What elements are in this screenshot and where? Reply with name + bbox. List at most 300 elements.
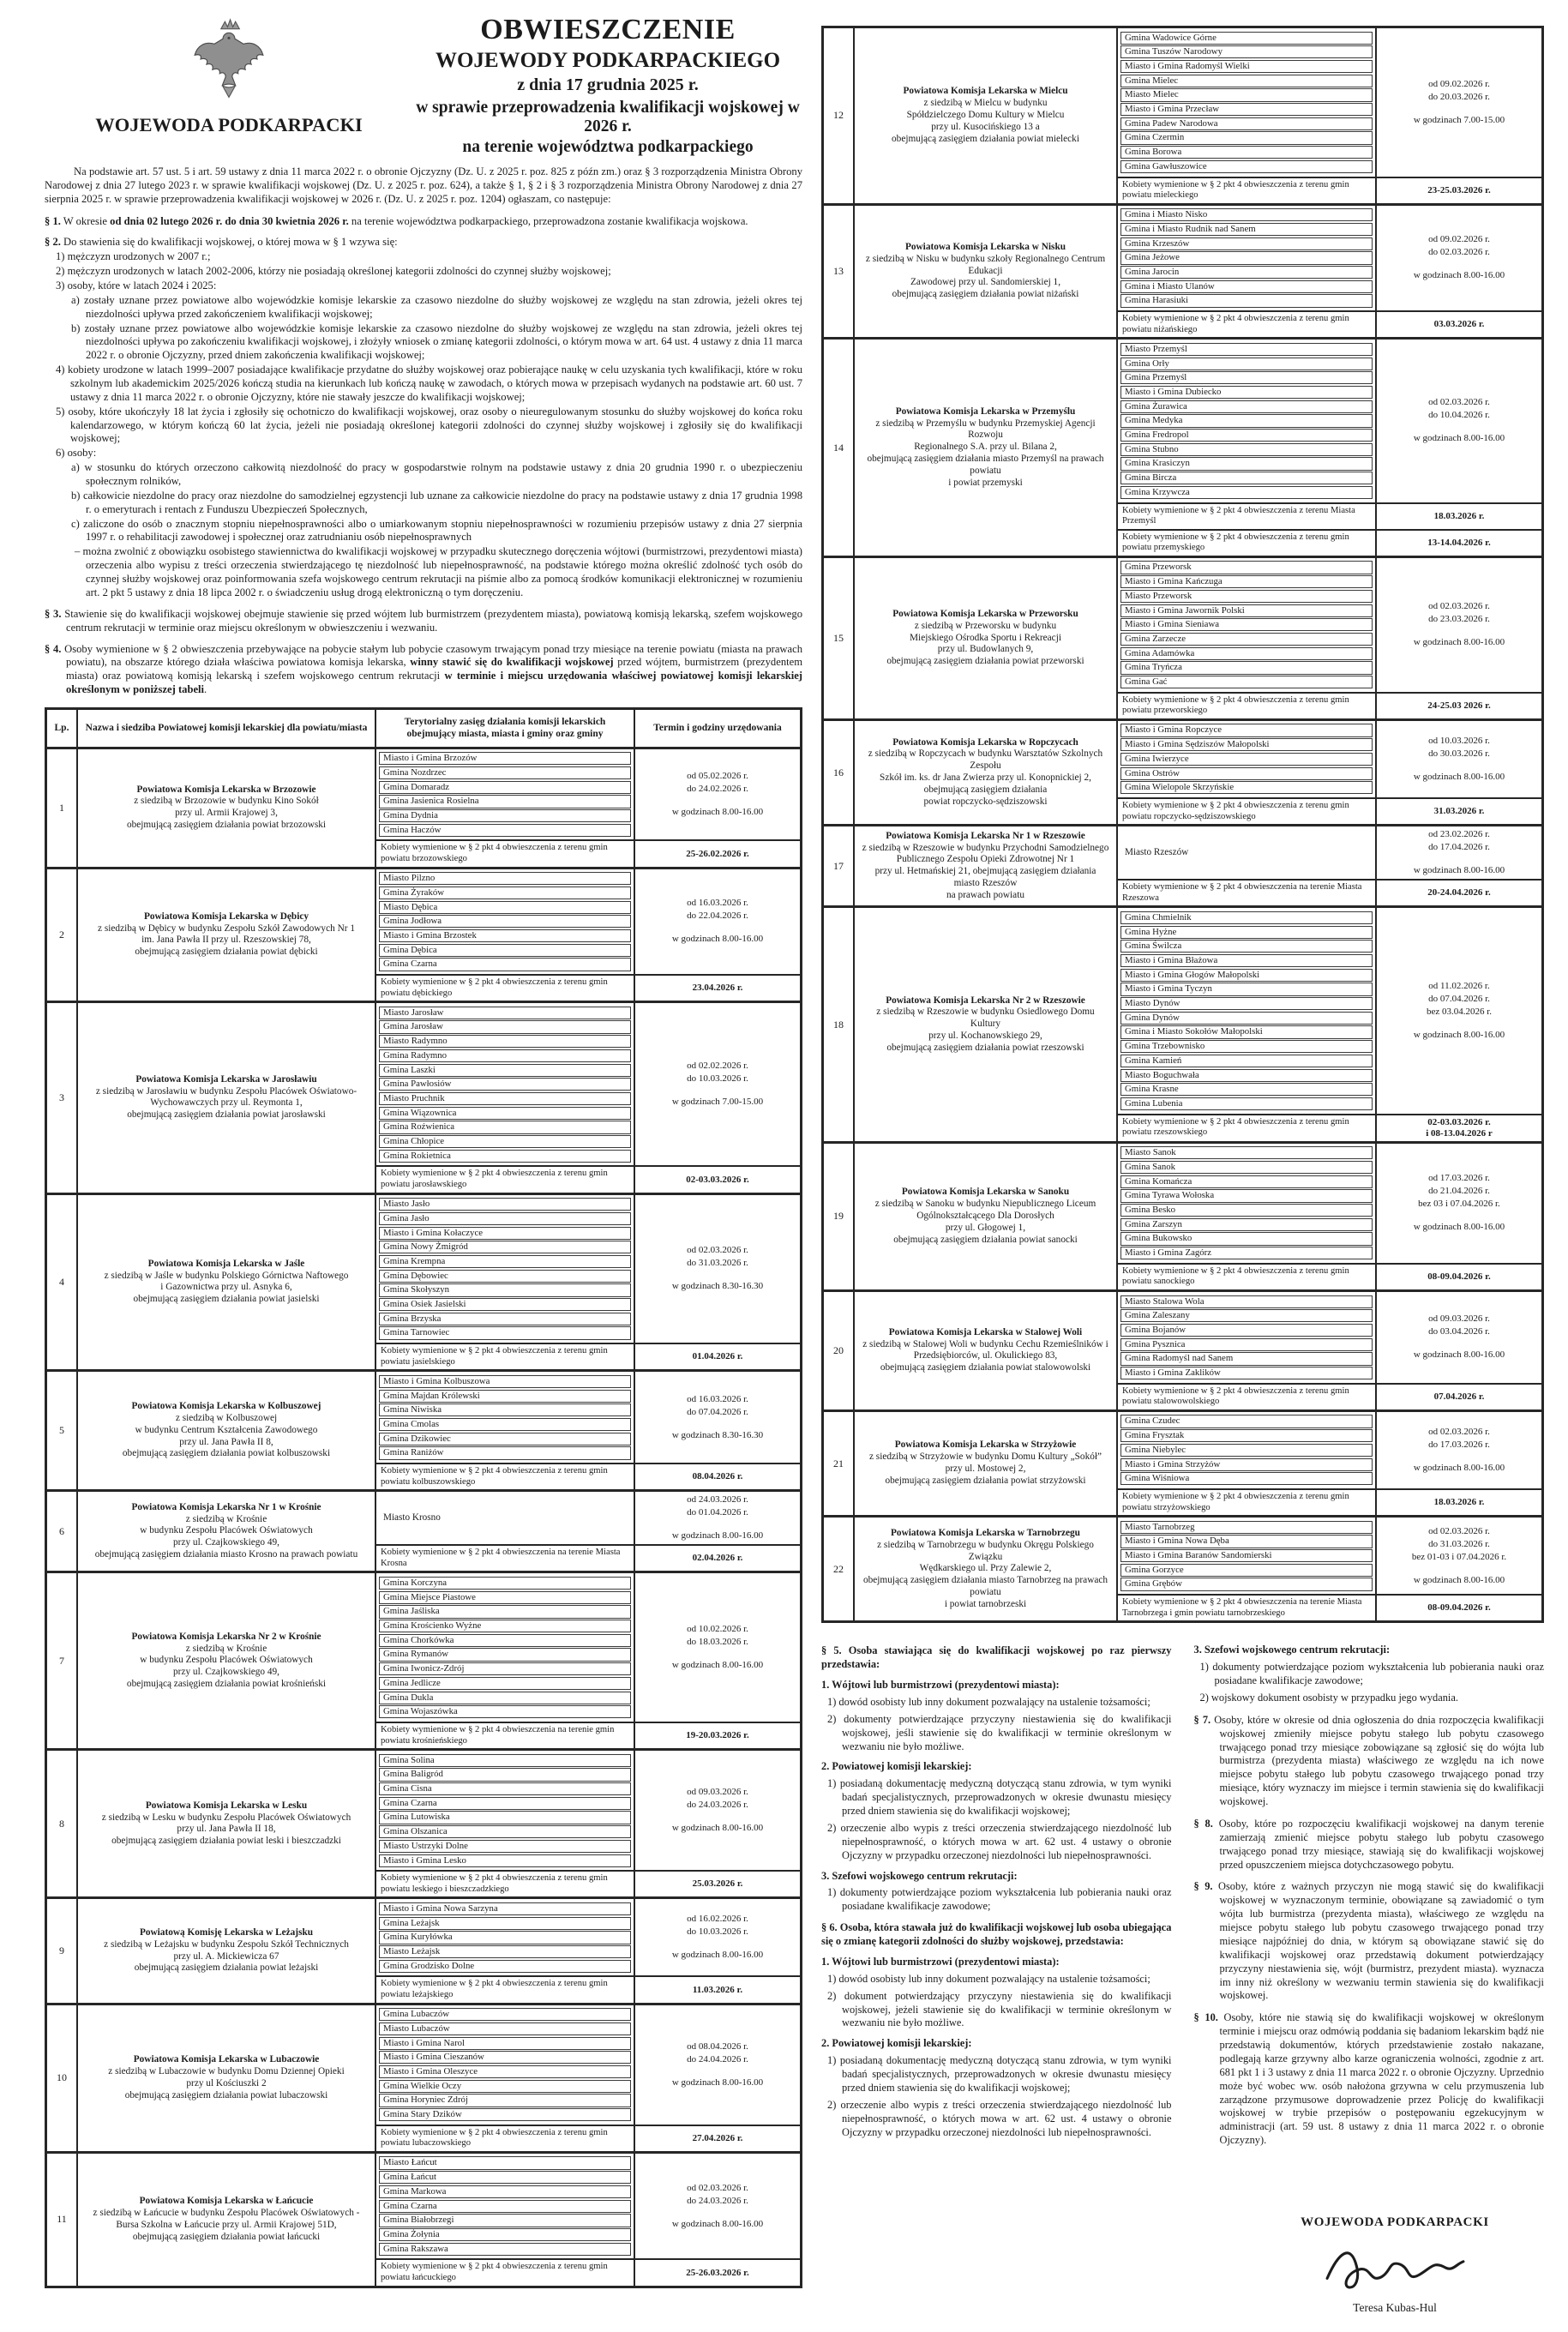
commission-address-line: Zawodowej przy ul. Sandomierskiej 1, [910,277,1061,288]
territory-item: Gmina Krościenko Wyżne [379,1620,631,1632]
commission-number: 13 [824,206,855,338]
territory-item: Gmina Dydnia [379,809,631,822]
commission-row [47,1896,800,2002]
women-territory-label: Kobiety wymienione w § 2 pkt 4 obwieszczenia na terenie Miasta Rzeszowa [1118,881,1377,905]
territory-item: Miasto i Gmina Cieszanów [379,2051,631,2064]
section-5-1-item-2: 2) dokumenty potwierdzające przyczyny niestawienia się do kwalifikacji wojskowej, jeśli stawienie się do kwalifikacji w terminie określonym w wezwaniu nie było możliwe. [827,1712,1172,1752]
territory-item: Gmina Dębowiec [379,1270,631,1283]
women-date-line: 11.03.2026 r. [692,1984,743,1995]
women-territory-label: Kobiety wymienione w § 2 pkt 4 obwieszczenia z terenu gmin powiatu leżajskiego [376,1977,635,2002]
commission-territory-and-schedule [1118,721,1541,824]
territory-item: Gmina Rakszawa [379,2243,631,2256]
schedule-line: do 21.04.2026 r. [1428,1186,1490,1197]
closing-provisions-column-2-text [1194,1644,1545,2148]
commission-title: Powiatową Komisję Lekarska w Leżajsku [139,1927,314,1938]
women-row [1118,797,1541,824]
territory-item: Gmina Stubno [1120,443,1373,456]
territory-item: Gmina Brzyska [379,1313,631,1325]
schedule-line: do 24.03.2026 r. [687,2195,748,2206]
women-date-line: 23-25.03.2026 r. [1427,184,1491,195]
territory-item: Gmina Olszanica [379,1825,631,1838]
commission-address-line: z siedzibą w Lesku w budynku Zespołu Placówek Oświatowych [101,1812,351,1823]
commission-number: 5 [47,1372,78,1489]
territory-item: Gmina Zaleszany [1120,1309,1373,1322]
commission-title: Powiatowa Komisja Lekarska w Sanoku [901,1187,1070,1198]
commission-territory-and-schedule [1118,1518,1541,1620]
territory-item: Gmina Komańcza [1120,1175,1373,1188]
issuing-office-name: WOJEWODA PODKARPACKI [95,114,363,135]
schedule-line: w godzinach 8.00-16.00 [1413,771,1505,782]
section-9: § 9. Osoby, które z ważnych przyczyn nie mogą stawić się do kwalifikacji wojskowej w wyznaczonym terminie, obowiązane są zawiadomić o tym wójta lub burmistrza (prezydenta miasta), właściwego ze względu na miejsce pobytu stałego lub pobytu czasowego trwającego ponad trzy miesiące najpóźniej do dnia, w którym są obowiązane stawić się do kwalifikacji wojskowej oraz przedstawią dokument potwierdzający przyczyny niestawienia się, wójt (burmistrz, prezydent miasta). wyznacza im inny niż określony w wezwaniu termin stawienia się do kwalifikacji wojskowej. [1193,1880,1544,2002]
schedule-line [637,1519,798,1530]
territory-item: Gmina Dynów [1120,1012,1373,1025]
commission-row [47,1489,800,1571]
commission-number: 15 [824,558,855,718]
territory-item: Gmina Dzikowiec [379,1433,631,1445]
women-date [1377,1490,1541,1515]
commission-number: 11 [47,2154,78,2286]
territory-item: Miasto i Gmina Zagórz [1120,1247,1373,1259]
schedule-line: do 20.03.2026 r. [1428,91,1490,102]
office-hours [635,2154,800,2258]
women-date [635,2260,800,2285]
schedule-line: w godzinach 8.00-16.00 [671,1530,764,1542]
commission-name [855,340,1118,556]
commission-title: Powiatowa Komisja Lekarska w Ropczycach [892,736,1078,748]
territory-item: Miasto Rzeszów [1125,847,1189,858]
women-territory-label: Kobiety wymienione w § 2 pkt 4 obwieszczenia z terenu gmin powiatu rzeszowskiego [1118,1115,1377,1141]
commission-address-line: im. Jana Pawła II przy ul. Rzeszowskiej 78, [141,935,311,946]
office-hours [1377,1144,1541,1263]
territory-item: Gmina Laszki [379,1064,631,1077]
commission-address-line: przy ul. Kusocińskiego 13 a [931,121,1040,132]
women-date-line: 02-03.03.2026 r. [686,1174,749,1185]
handwritten-signature-icon [1295,2238,1496,2294]
women-date [635,1464,800,1489]
schedule-line: do 03.04.2026 r. [1428,1326,1490,1337]
territory-item: Gmina Chłopice [379,1135,631,1148]
commission-name [855,1292,1118,1409]
office-hours [1377,908,1541,1113]
schedule-line: w godzinach 8.00-16.00 [1413,1349,1505,1361]
commission-row [824,556,1541,718]
territory-item: Gmina Wadowice Górne [1120,32,1373,45]
commission-address-line: przy ul. Czajkowskiego 49, [173,1537,279,1548]
commission-row [47,747,800,867]
office-hours [635,1003,800,1165]
section-2-item-6b: b) całkowicie niezdolne do pracy oraz niezdolne do samodzielnej egzystencji lub uznane za całkowicie niezdolne do pracy na podstawie ustawy z dnia 17 grudnia 1998 r. o emeryturach i rentach z Funduszu Ubezpieczeń Społecznych, [71,489,802,515]
schedule-line: od 09.03.2026 r. [1428,1313,1490,1325]
commission-number: 19 [824,1144,855,1289]
section-10: § 10. Osoby, które nie stawią się do kwalifikacji wojskowej w określonym terminie i miejscu oraz odmówią poddania się badaniom lekarskim bądź nie przedstawią dokumentów, których przedstawienie zostało nakazane, podlegają karze grzywny albo karze ograniczenia wolności, zgodnie z art. 681 pkt 1 i 3 ustawy z dnia 11 marca 2022 r. o obronie Ojczyzny. Uprzednio może być wobec ww. osób nałożona grzywna w celu przymuszenia lub zarządzone przymusowe doprowadzenie przez Policję do kwalifikacji wojskowej w trybie przepisów o postępowaniu egzekucyjnym w administracji (art. 59 ust. 8 ustawy z dnia 11 marca 2022 r. o obronie Ojczyzny). [1193,2011,1544,2147]
territory-item: Gmina Cmolas [379,1418,631,1431]
schedule-line: od 17.03.2026 r. [1428,1173,1490,1184]
schedule-line: w godzinach 8.00-16.00 [671,2218,764,2229]
commission-address-line: z siedzibą w Strzyżowie w budynku Domu Kultury „Sokół” [868,1451,1102,1463]
commission-address-line: w budynku Zespołu Placówek Oświatowych [140,1655,313,1666]
territory-item: Miasto Radymno [379,1035,631,1048]
schedule-line [637,1812,798,1822]
territory-item: Gmina Besko [1120,1204,1373,1217]
territory-item: Gmina Borowa [1120,146,1373,159]
schedule-line: do 10.04.2026 r. [1428,410,1490,421]
commission-title: Powiatowa Komisja Lekarska w Przeworsku [892,608,1078,619]
commission-row [47,1748,800,1896]
women-date [635,1344,800,1369]
commission-address-line: obejmującą zasięgiem działania powiat lubaczowski [124,2089,328,2101]
territory-item: Miasto i Gmina Oleszyce [379,2065,631,2078]
schedule-line: w godzinach 8.00-16.00 [1413,865,1505,876]
commission-territory-and-schedule [1118,558,1541,718]
section-7: § 7. Osoby, które w okresie od dnia ogłoszenia do dnia rozpoczęcia kwalifikacji wojskowej zmieniły miejsce pobytu stałego lub pobytu czasowego trwającego ponad trzy miesiące zobowiązane są zgłosić się do wójta lub burmistrza (prezydenta miasta) właściwego ze względu na ich nowe miejsce pobytu stałego lub pobytu czasowego trwającego ponad trzy miesiące, który wyznaczy im miejsce i termin stawienia się do kwalifikacji wojskowej. [1193,1713,1544,1808]
territory-list [1118,558,1377,692]
schedule-line: w godzinach 8.30-16.30 [671,1429,764,1440]
women-row [376,974,800,1001]
commission-row [824,1141,1541,1289]
commission-address-line: z siedzibą w Jarosławiu w budynku Zespołu Placówek Oświatowo- [95,1085,357,1097]
commission-row [47,2003,800,2151]
women-date [635,841,800,866]
territory-item: Gmina Bukowsko [1120,1232,1373,1245]
territory-item: Gmina Korczyna [379,1577,631,1590]
women-territory-label: Kobiety wymienione w § 2 pkt 4 obwieszczenia na terenie gmin powiatu krośnieńskiego [376,1723,635,1748]
table-header-territory: Terytorialny zasięg działania komisji lekarskich obejmujący miasta, miasta i gminy oraz gminy [376,710,635,747]
schedule-line: od 02.03.2026 r. [1428,601,1490,612]
commission-title: Powiatowa Komisja Lekarska w Nisku [904,242,1066,253]
women-territory-label: Kobiety wymienione w § 2 pkt 4 obwieszczenia z terenu gmin powiatu sanockiego [1118,1265,1377,1289]
commission-address-line: przy ul. Głogowej 1, [945,1222,1026,1233]
commission-name [78,1003,376,1192]
women-territory-label: Kobiety wymienione w § 2 pkt 4 obwieszczenia z terenu gmin powiatu łańcuckiego [376,2260,635,2285]
territory-item: Gmina Gawłuszowice [1120,160,1373,173]
schedule-line: od 02.03.2026 r. [687,2182,748,2193]
commission-number: 6 [47,1492,78,1571]
schedule-line: bez 03 i 07.04.2026 r. [1418,1199,1500,1210]
commission-row [47,1571,800,1748]
women-date [1377,1265,1541,1289]
territory-item: Gmina Krzeszów [1120,237,1373,250]
women-row [376,1165,800,1192]
commission-address-line: z siedzibą w Krośnie [185,1643,267,1654]
women-territory-label: Kobiety wymienione w § 2 pkt 4 obwieszczenia z terenu gmin powiatu jarosławskiego [376,1167,635,1192]
commission-address-line: z siedzibą w Stalowej Woli w budynku Cechu Rzemieślników i [862,1338,1108,1349]
territory-item: Miasto i Gmina Przecław [1120,103,1373,116]
commission-title: Powiatowa Komisja Lekarska w Stalowej Woli [888,1326,1083,1337]
schedule-line: od 16.03.2026 r. [687,898,748,909]
women-territory-label: Kobiety wymienione w § 2 pkt 4 obwieszczenia z terenu gmin powiatu brzozowskiego [376,841,635,866]
schedule-line: od 09.02.2026 r. [1428,78,1490,89]
commission-number: 14 [824,340,855,556]
territory-item: Gmina Wielopole Skrzyńskie [1120,781,1373,794]
schedule-line [637,1270,798,1280]
commission-name [855,1518,1118,1620]
territory-item: Miasto i Gmina Narol [379,2037,631,2050]
territory-item: Gmina Świlcza [1120,940,1373,953]
territory-item: Gmina Rokietnica [379,1150,631,1163]
commission-address-line: obejmującą zasięgiem działania miasto Tarnobrzeg na prawach powiatu [862,1575,1108,1597]
territory-item: Miasto i Gmina Brzozów [379,752,631,765]
territory-item: Gmina Grębów [1120,1578,1373,1590]
section-5-sub-3: 3. Szefowi wojskowego centrum rekrutacji: [821,1869,1018,1882]
closing-provisions [821,1637,1544,2315]
office-hours [1377,28,1541,177]
territory-item: Miasto Tarnobrzeg [1120,1521,1373,1534]
territory-item: Miasto i Gmina Kolbuszowa [379,1375,631,1388]
commission-address-line: obejmującą zasięgiem działania powiat niżański [892,289,1079,300]
commission-address-line: z siedzibą w Łańcucie w budynku Zespołu Placówek Oświatowych - [93,2208,360,2218]
schedule-line [637,796,798,806]
section-5-2-item-2: 2) orzeczenie albo wypis z treści orzeczenia stwierdzającego niezdolność lub niepełnosprawność, o których mowa w art. 62 ust. 4 ustawy o obronie Ojczyzny w przypadku orzeczonej niezdolności lub niepełnosprawności. [827,1821,1172,1861]
schedule-line: od 08.04.2026 r. [687,2040,748,2052]
section-6-heading: § 6. Osoba, która stawała już do kwalifikacji wojskowej lub osoba ubiegająca się o zmianę kategorii zdolności do służby wojskowej, przedstawia: [821,1921,1172,1948]
office-hours [635,749,800,840]
commission-territory-and-schedule [376,1492,800,1571]
commission-address-line: Publicznego Zespołu Opieki Zdrowotnej Nr 1 [896,854,1075,865]
commission-address-line: i Gazownictwa przy ul. Asnyka 6, [160,1282,292,1293]
commission-address-line: obejmującą zasięgiem działania powiat łańcucki [132,2231,321,2242]
commission-row [824,1515,1541,1620]
territory-item: Miasto Sanok [1120,1146,1373,1159]
section-2-item-2: 2) mężczyzn urodzonych w latach 2002-2006, którzy nie posiadają określonej kategorii zdolności do czynnej służby wojskowej; [56,265,611,278]
schedule-line: w godzinach 7.00-15.00 [671,1097,764,1108]
schedule-line: w godzinach 8.00-16.00 [671,807,764,818]
schedule-line [637,1938,798,1949]
commission-address-line: w budynku Centrum Kształcenia Zawodowego [135,1424,318,1435]
commission-territory-and-schedule [376,1003,800,1192]
commission-row [824,337,1541,556]
women-territory-label: Kobiety wymienione w § 2 pkt 4 obwieszczenia z terenu gmin powiatu lubaczowskiego [376,2126,635,2151]
women-territory-label: Kobiety wymienione w § 2 pkt 4 obwieszczenia z terenu gmin powiatu przemyskiego [1118,531,1377,556]
commission-address-line: Wędkarskiego ul. Przy Zalewie 2, [919,1563,1052,1574]
women-date-line: 01.04.2026 r. [692,1351,743,1362]
commission-title: Powiatowa Komisja Lekarska w Przemyślu [895,406,1076,417]
section-6-sub-2: 2. Powiatowej komisji lekarskiej: [821,2037,972,2050]
women-date-line: 31.03.2026 r. [1433,806,1485,817]
territory-list [376,1751,635,1870]
territory-item: Miasto i Gmina Głogów Małopolski [1120,969,1373,982]
commission-title: Powiatowa Komisja Lekarska w Łańcucie [139,2196,314,2207]
territory-item: Miasto Lubaczów [379,2022,631,2035]
document-subject-line-2: na terenie województwa podkarpackiego [462,138,754,156]
commission-address-line: z siedzibą w Lubaczowie w budynku Domu Dziennej Opieki [108,2066,345,2077]
closing-provisions-column-2 [1194,1637,1545,2315]
women-date [1377,178,1541,203]
territory-list [1118,28,1377,177]
commissions-table-left [45,707,802,2288]
territory-item: Gmina Jarosław [379,1020,631,1033]
schedule-line: do 31.03.2026 r. [687,1258,748,1269]
territory-item: Gmina Mielec [1120,75,1373,87]
section-2-exemption-note: – można zwolnić z obowiązku osobistego stawiennictwa do kwalifikacji wojskowej w przypadku skutecznego doręczenia wójtowi (burmistrzowi, prezydentowi miasta) orzeczenia albo wypisu z treści orzeczenia stwierdzającego tę niezdolność lub niepełnosprawność, na podstawie którego można określić zdolność tych osób do czynnej służby wojskowej oraz poinformowania szefa wojskowego centrum rekrutacji na piśmie albo za pomocą środków komunikacji elektronicznej w rozumieniu art. 2 pkt 5 ustawy z dnia 18 lipca 2002 r. o świadczeniu usług drogą elektroniczną o tym doręczeniu. [75,545,802,598]
commission-address-line: w budynku Zespołu Placówek Oświatowych [140,1525,313,1536]
commission-address-line: obejmującą zasięgiem działania powiat rzeszowski [886,1042,1084,1053]
women-date [635,2126,800,2151]
commission-address-line: z siedzibą w Krośnie [185,1513,267,1524]
commission-number: 18 [824,908,855,1140]
women-date [1377,799,1541,824]
women-date [1377,1115,1541,1141]
territory-item: Miasto Dębica [379,901,631,914]
territory-item: Gmina Haczów [379,824,631,837]
commission-number: 22 [824,1518,855,1620]
office-hours [1377,558,1541,692]
women-row [376,1544,800,1571]
commission-name [78,749,376,867]
commission-address-line: z siedzibą w Rzeszowie w budynku Przychodni Samodzielnego [862,842,1109,853]
territory-item: Gmina Krasiczyn [1120,457,1373,470]
commission-name [855,1144,1118,1289]
women-territory-label: Kobiety wymienione w § 2 pkt 4 obwieszczenia z terenu Miasta Przemyśl [1118,504,1377,529]
schedule-line: od 24.03.2026 r. [687,1494,748,1506]
commission-address-line: przy ul. Budowlanych 9, [937,644,1034,655]
office-hours [635,1492,800,1544]
women-date [1377,504,1541,529]
territory-list [1118,721,1377,797]
territory-item: Gmina i Miasto Ulanów [1120,280,1373,293]
legal-basis-paragraph: Na podstawie art. 57 ust. 5 i art. 59 ustawy z dnia 11 marca 2022 r. o obronie Ojczyzny (Dz. U. z 2025 r. poz. 825 z późn zm.) oraz § 3 rozporządzenia Ministra Obrony Narodowej z dnia 27 lutego 2023 r. w sprawie kwalifikacji wojskowej (Dz. U. z 2025 r. poz. 624), a także § 1, § 2 i § 3 rozporządzenia Ministra Obrony Narodowej z dnia 27 sierpnia 2025 r. w sprawie przeprowadzenia kwalifikacji wojskowej w 2026 r. (Dz. U. z 2025 r. poz. 1204) ogłaszam, co następuje: [45,165,802,205]
section-5-heading: § 5. Osoba stawiająca się do kwalifikacji wojskowej po raz pierwszy przedstawia: [821,1644,1172,1671]
document-date: z dnia 17 grudnia 2025 r. [517,75,699,94]
schedule-line: w godzinach 8.00-16.00 [671,934,764,945]
commission-territory-and-schedule [376,1573,800,1748]
women-date-line: 25.03.2026 r. [692,1878,743,1890]
schedule-line: w godzinach 8.00-16.00 [1413,1222,1505,1233]
territory-item: Miasto i Gmina Brzostek [379,929,631,942]
territory-item: Gmina Chmielnik [1120,911,1373,924]
commission-address-line: z siedzibą w Leżajsku w budynku Zespołu Szkół Technicznych [104,1938,349,1950]
commission-address-line: Przedsiębiorców, ul. Okulickiego 83, [913,1350,1058,1361]
territory-list [376,749,635,840]
territory-item: Gmina Tuszów Narodowy [1120,45,1373,58]
commission-number: 17 [824,826,855,905]
territory-item: Gmina Dukla [379,1692,631,1704]
schedule-line [1379,1451,1540,1462]
territory-item: Gmina Białobrzegi [379,2214,631,2227]
document-header [45,12,802,157]
section-2-item-6c: c) zaliczone do osób o znacznym stopniu niepełnosprawności albo o umiarkowanym stopniu niepełnosprawności w rozumieniu przepisów ustawy z dnia 27 sierpnia 1997 r. o rehabilitacji zawodowej i społecznej oraz zatrudnianiu osób niepełnosprawnych [71,517,802,544]
commission-address-line: z siedzibą w Rzeszowie w budynku Osiedlowego Domu Kultury [876,1007,1095,1030]
commission-address-line: z siedzibą w Przeworsku w budynku [914,620,1057,631]
commission-row [824,203,1541,338]
commission-territory-and-schedule [376,1899,800,2002]
territory-list [376,2005,635,2125]
commissions-table-right [821,26,1544,1623]
section-2-item-3a: a) zostały uznane przez powiatowe albo wojewódzkie komisje lekarskie za czasowo niezdolne do służby wojskowej ze względu na stan zdrowia, jeżeli okres tej niezdolności upływa przed zakończeniem kwalifikacji wojskowej; [71,293,802,320]
territory-item: Gmina Jodłowa [379,915,631,928]
section-5-2-item-1: 1) posiadaną dokumentację medyczną dotyczącą stanu zdrowia, w tym wyniki badań specjalistycznych, przeprowadzonych w okresie dwunastu miesięcy przed dniem stawienia się do kwalifikacji wojskowej; [827,1777,1172,1818]
section-5-sub-1: 1. Wójtowi lub burmistrzowi (prezydentowi miasta): [821,1679,1060,1692]
office-hours [635,2005,800,2125]
schedule-line [1379,1338,1540,1349]
territory-item: Gmina i Miasto Rudnik nad Sanem [1120,223,1373,236]
commission-title: Powiatowa Komisja Lekarska Nr 1 w Krośnie [131,1501,321,1512]
territory-item: Miasto i Gmina Błażowa [1120,954,1373,967]
schedule-line [1379,1564,1540,1574]
commission-territory-and-schedule [376,2005,800,2151]
section-6-1-item-1: 1) dowód osobisty lub inny dokument pozwalający na ustalenie tożsamości; [827,1972,1150,1985]
territory-list [1118,908,1377,1113]
territory-item: Gmina Tryńcza [1120,661,1373,674]
schedule-line: od 02.02.2026 r. [687,1061,748,1072]
commission-address-line: obejmującą zasięgiem działania [923,784,1048,795]
territory-item: Miasto Pruchnik [379,1092,631,1105]
commission-title: Powiatowa Komisja Lekarska w Mielcu [903,86,1068,97]
commission-row [824,28,1541,203]
schedule-line: do 24.03.2026 r. [687,1800,748,1811]
territory-item: Gmina i Miasto Sokołów Małopolski [1120,1025,1373,1038]
left-page-column [45,12,802,2315]
commission-title: Powiatowa Komisja Lekarska w Dębicy [143,911,309,922]
document-subtitle: WOJEWODY PODKARPACKIEGO [435,49,781,72]
document-title: OBWIESZCZENIE [480,14,736,45]
territory-item: Gmina Niwiska [379,1403,631,1416]
commission-title: Powiatowa Komisja Lekarska w Kolbuszowej [131,1401,321,1412]
territory-item: Gmina Kuryłówka [379,1931,631,1944]
commission-name [855,558,1118,718]
commission-title: Powiatowa Komisja Lekarska w Tarnobrzegu [891,1527,1080,1538]
commission-title: Powiatowa Komisja Lekarska Nr 2 w Krośnie [131,1631,321,1642]
territory-item: Gmina Horyniec Zdrój [379,2094,631,2107]
commission-address-line: Spółdzielczego Domu Kultury w Mielcu [906,109,1065,120]
schedule-line: w godzinach 8.00-16.00 [1413,1030,1505,1041]
section-2-item-3b: b) zostały uznane przez powiatowe albo wojewódzkie komisje lekarskie za czasowo niezdolne do służby wojskowej ze względu na stan zdrowia, jeżeli okres tej niezdolności upływa po zakończeniu kwalifikacji wojskowej, i złożyły wniosek o zmianę kategorii zdolności, o którym mowa w art. 64 ust. 4 ustawy z dnia 11 marca 2022 r. o obronie Ojczyzny, przed dniem zakończenia kwalifikacji wojskowej; [71,322,802,362]
territory-item: Gmina Miejsce Piastowe [379,1591,631,1604]
territory-item: Gmina Wiązownica [379,1107,631,1120]
territory-item: Miasto Jarosław [379,1007,631,1019]
territory-item: Miasto i Gmina Tyczyn [1120,983,1373,995]
schedule-line: do 17.04.2026 r. [1428,842,1490,853]
territory-item: Gmina Pysznica [1120,1338,1373,1351]
territory-list [376,1003,635,1165]
commission-name [78,1372,376,1489]
schedule-line [1379,760,1540,771]
schedule-line: do 07.04.2026 r. [687,1406,748,1417]
territory-item: Gmina Przeworsk [1120,561,1373,574]
commission-row [47,2151,800,2286]
commission-name [78,1899,376,2002]
commission-name [78,1573,376,1748]
schedule-line: od 10.03.2026 r. [1428,735,1490,746]
territory-item: Gmina Chorkówka [379,1634,631,1647]
commission-number: 8 [47,1751,78,1896]
territory-item: Gmina Domaradz [379,781,631,794]
territory-item: Gmina Wojaszówka [379,1705,631,1718]
office-hours [1377,721,1541,797]
territory-list [376,1372,635,1463]
commission-address-line: obejmującą zasięgiem działania powiat sanocki [893,1234,1078,1245]
territory-item: Miasto i Gmina Kołaczyce [379,1227,631,1240]
commission-name [855,908,1118,1140]
women-date-line: 25-26.03.2026 r. [686,2267,749,2278]
women-row [1118,1488,1541,1515]
section-1: § 1. W okresie od dnia 02 lutego 2026 r. do dnia 30 kwietnia 2026 r. na terenie województwa podkarpackiego, przeprowadzona zostanie kwalifikacja wojskowa. [45,214,748,227]
preamble-text [45,165,802,697]
territory-list [1118,826,1377,879]
commission-title: Powiatowa Komisja Lekarska w Jaśle [147,1258,305,1269]
schedule-line: do 10.03.2026 r. [687,1073,748,1085]
territory-item: Miasto Przeworsk [1120,590,1373,603]
commission-row [824,905,1541,1140]
territory-item: Miasto Pilzno [379,872,631,885]
territory-item: Miasto i Gmina Strzyżów [1120,1458,1373,1471]
commission-name [78,2005,376,2151]
table-header-schedule: Termin i godziny urzędowania [653,723,782,734]
women-date [635,1546,800,1571]
office-hours [635,1899,800,1975]
commission-address-line: przy ul. Mostowej 2, [945,1464,1026,1474]
territory-item: Gmina Jedlicze [379,1677,631,1690]
commission-address-line: powiat ropczycko-sędziszowski [923,796,1048,807]
